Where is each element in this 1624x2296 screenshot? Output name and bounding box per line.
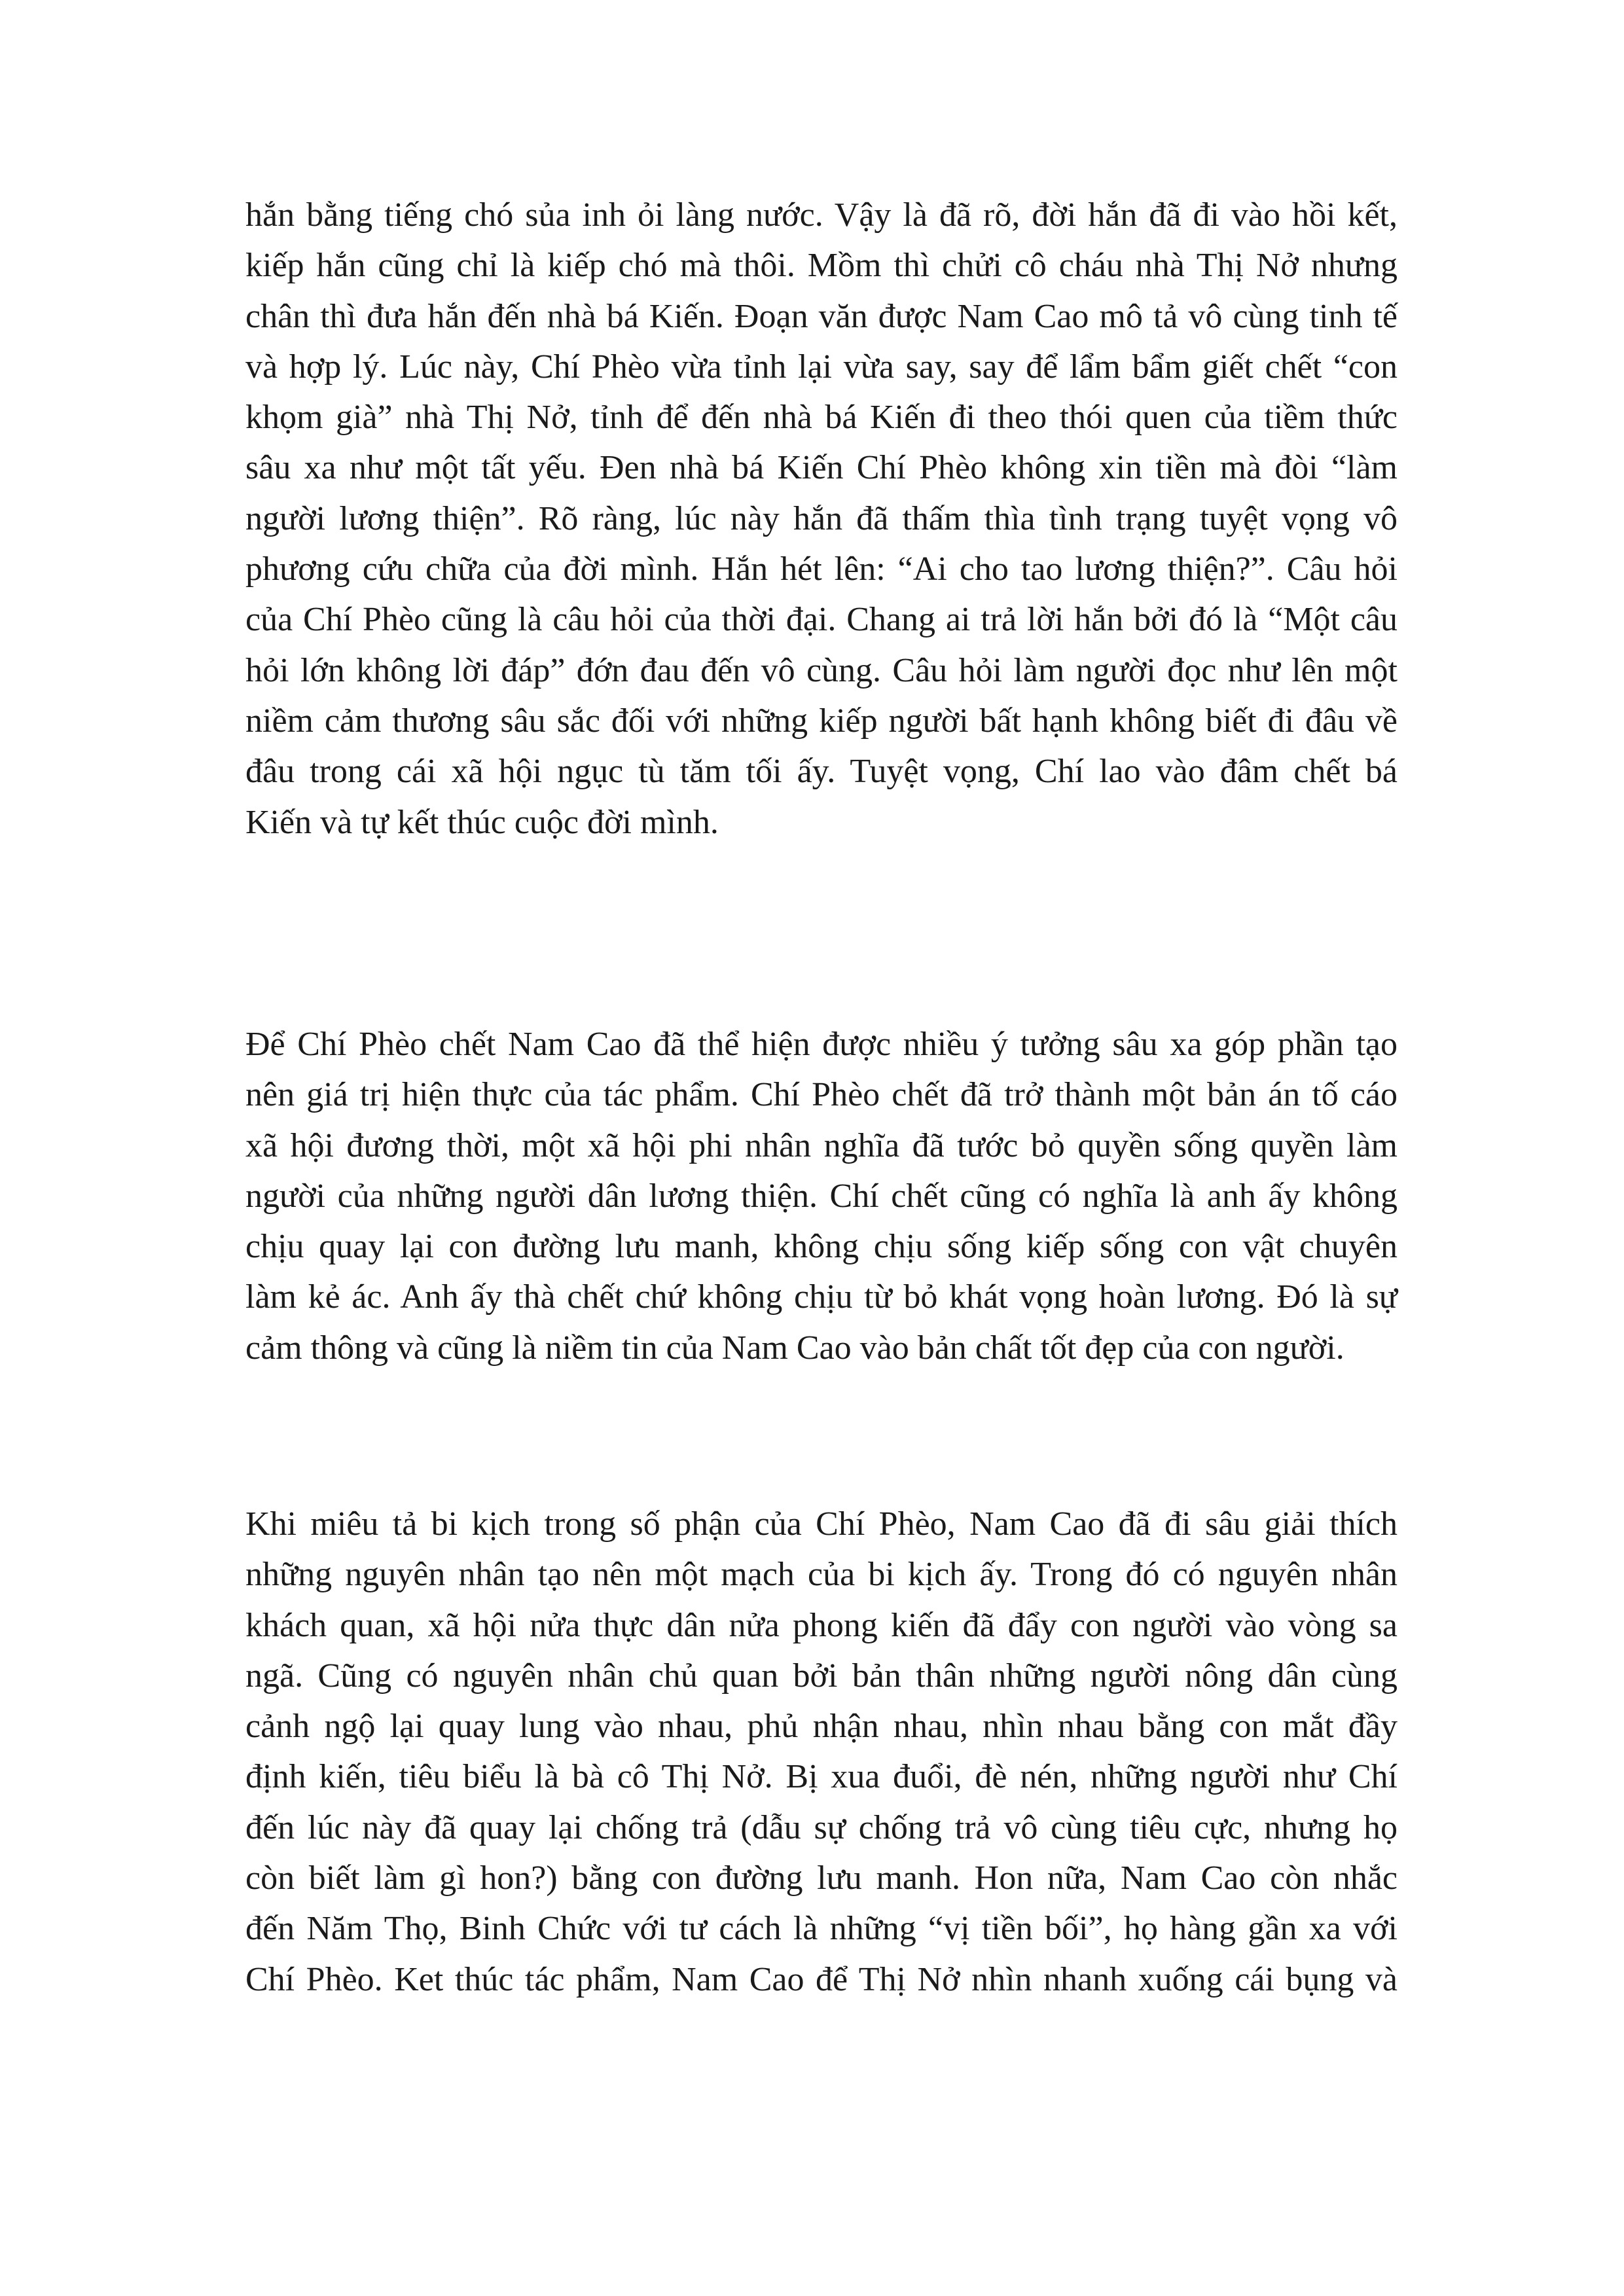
text-line: ngã. Cũng có nguyên nhân chủ quan bởi bản thân những người nông dân cùng	[245, 1657, 1398, 1695]
text-line: đến lúc này đã quay lại chống trả (dẫu sự chống trả vô cùng tiêu cực, nhưng họ	[245, 1808, 1398, 1846]
text-line: Chí Phèo. Ket thúc tác phẩm, Nam Cao để Thị Nở nhìn nhanh xuống cái bụng và	[245, 1960, 1398, 1998]
text-line: của Chí Phèo cũng là câu hỏi của thời đại. Chang ai trả lời hắn bởi đó là “Một câu	[245, 601, 1398, 639]
text-line: định kiến, tiêu biểu là bà cô Thị Nở. Bị xua đuổi, đè nén, những người như Chí	[245, 1758, 1398, 1796]
text-line: hắn bằng tiếng chó sủa inh ỏi làng nước. Vậy là đã rõ, đời hắn đã đi vào hồi kết,	[245, 196, 1398, 234]
paragraph-2	[245, 1019, 1398, 1373]
text-line: xã hội đương thời, một xã hội phi nhân nghĩa đã tước bỏ quyền sống quyền làm	[245, 1126, 1398, 1164]
text-line: làm kẻ ác. Anh ấy thà chết chứ không chịu từ bỏ khát vọng hoàn lương. Đó là sự	[245, 1278, 1398, 1316]
text-line: Khi miêu tả bi kịch trong số phận của Chí Phèo, Nam Cao đã đi sâu giải thích	[245, 1505, 1398, 1543]
text-line: đến Năm Thọ, Binh Chức với tư cách là những “vị tiền bối”, họ hàng gần xa với	[245, 1910, 1398, 1948]
text-line: người lương thiện”. Rõ ràng, lúc này hắn đã thấm thìa tình trạng tuyệt vọng vô	[245, 499, 1398, 537]
text-line: chịu quay lại con đường lưu manh, không chịu sống kiếp sống con vật chuyên	[245, 1228, 1398, 1266]
text-line: và hợp lý. Lúc này, Chí Phèo vừa tỉnh lại vừa say, say để lẩm bẩm giết chết “con	[245, 348, 1398, 386]
text-line: Kiến và tự kết thúc cuộc đời mình.	[245, 803, 719, 841]
text-line: kiếp hắn cũng chỉ là kiếp chó mà thôi. Mồm thì chửi cô cháu nhà Thị Nở nhưng	[245, 247, 1398, 285]
paragraph-1	[245, 190, 1398, 848]
text-line: hỏi lớn không lời đáp” đớn đau đến vô cùng. Câu hỏi làm người đọc như lên một	[245, 651, 1398, 689]
text-line: khọm già” nhà Thị Nở, tỉnh để đến nhà bá Kiến đi theo thói quen của tiềm thức	[245, 399, 1398, 437]
text-line: chân thì đưa hắn đến nhà bá Kiến. Đoạn văn được Nam Cao mô tả vô cùng tinh tế	[245, 297, 1398, 335]
text-line: còn biết làm gì hon?) bằng con đường lưu manh. Hon nữa, Nam Cao còn nhắc	[245, 1859, 1398, 1897]
paragraph-3	[245, 1499, 1398, 2005]
text-line: những nguyên nhân tạo nên một mạch của bi kịch ấy. Trong đó có nguyên nhân	[245, 1556, 1398, 1594]
text-line: phương cứu chữa của đời mình. Hắn hét lên: “Ai cho tao lương thiện?”. Câu hỏi	[245, 550, 1398, 588]
text-line: nên giá trị hiện thực của tác phẩm. Chí Phèo chết đã trở thành một bản án tố cáo	[245, 1076, 1398, 1114]
text-line: cảm thông và cũng là niềm tin của Nam Cao vào bản chất tốt đẹp của con người.	[245, 1329, 1344, 1367]
text-line: sâu xa như một tất yếu. Đen nhà bá Kiến Chí Phèo không xin tiền mà đòi “làm	[245, 449, 1398, 487]
text-line: niềm cảm thương sâu sắc đối với những kiếp người bất hạnh không biết đi đâu về	[245, 702, 1398, 740]
text-line: đâu trong cái xã hội ngục tù tăm tối ấy. Tuyệt vọng, Chí lao vào đâm chết bá	[245, 753, 1398, 791]
text-line: cảnh ngộ lại quay lung vào nhau, phủ nhận nhau, nhìn nhau bằng con mắt đầy	[245, 1708, 1398, 1746]
text-line: khách quan, xã hội nửa thực dân nửa phong kiến đã đẩy con người vào vòng sa	[245, 1606, 1398, 1644]
text-line: Để Chí Phèo chết Nam Cao đã thể hiện được nhiều ý tưởng sâu xa góp phần tạo	[245, 1026, 1398, 1063]
text-line: người của những người dân lương thiện. Chí chết cũng có nghĩa là anh ấy không	[245, 1177, 1398, 1215]
